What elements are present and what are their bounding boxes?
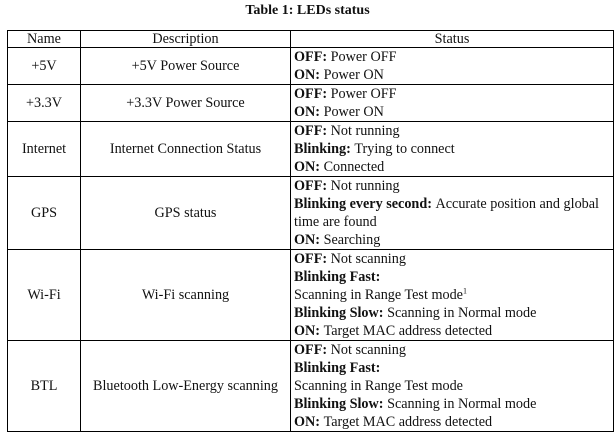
status-line bbox=[294, 177, 610, 195]
led-name-cell: +5V bbox=[8, 48, 81, 85]
status-line bbox=[294, 359, 610, 377]
status-separator: : bbox=[322, 86, 331, 102]
status-line bbox=[294, 158, 610, 176]
status-description: Scanning in Range Test mode bbox=[294, 378, 463, 394]
status-state-label: OFF bbox=[294, 86, 323, 102]
status-state-label: ON bbox=[294, 414, 316, 430]
status-separator: : bbox=[315, 232, 324, 248]
status-state-label: Blinking bbox=[294, 141, 347, 157]
status-state-label: OFF bbox=[294, 342, 323, 358]
table-row bbox=[8, 122, 614, 177]
table-row bbox=[8, 341, 614, 432]
status-separator: : bbox=[378, 305, 388, 321]
status-separator: : bbox=[322, 342, 331, 358]
status-description: Connected bbox=[323, 159, 385, 175]
footnote-marker: 1 bbox=[462, 286, 467, 296]
led-name-cell: BTL bbox=[8, 341, 81, 432]
header-status: Status bbox=[291, 31, 614, 48]
status-description: Not running bbox=[330, 178, 400, 194]
led-description-cell: Wi-Fi scanning bbox=[81, 250, 291, 341]
status-separator: : bbox=[315, 104, 324, 120]
status-description: Power ON bbox=[323, 104, 384, 120]
status-description: Searching bbox=[323, 232, 381, 248]
status-description: Scanning in Range Test mode bbox=[294, 287, 463, 303]
status-line bbox=[294, 413, 610, 431]
status-line bbox=[294, 103, 610, 121]
status-line bbox=[294, 377, 610, 395]
led-status-cell bbox=[291, 48, 614, 85]
status-state-label: Blinking Fast bbox=[294, 269, 376, 285]
led-description-cell: Internet Connection Status bbox=[81, 122, 291, 177]
led-name-cell: Wi-Fi bbox=[8, 250, 81, 341]
status-line bbox=[294, 48, 610, 66]
status-separator: : bbox=[322, 123, 331, 139]
status-line bbox=[294, 304, 610, 322]
led-name-cell: GPS bbox=[8, 177, 81, 250]
status-state-label: OFF bbox=[294, 251, 323, 267]
led-name-cell: Internet bbox=[8, 122, 81, 177]
header-description: Description bbox=[81, 31, 291, 48]
led-description-cell: +3.3V Power Source bbox=[81, 85, 291, 122]
status-separator: : bbox=[322, 251, 331, 267]
status-line bbox=[294, 66, 610, 84]
status-state-label: ON bbox=[294, 67, 316, 83]
leds-status-table bbox=[7, 30, 614, 432]
status-line bbox=[294, 195, 610, 231]
status-line bbox=[294, 85, 610, 103]
status-state-label: ON bbox=[294, 159, 316, 175]
status-description: Not scanning bbox=[330, 342, 406, 358]
status-line bbox=[294, 231, 610, 249]
status-separator: : bbox=[322, 49, 331, 65]
status-separator: : bbox=[346, 141, 355, 157]
led-description-cell: Bluetooth Low-Energy scanning bbox=[81, 341, 291, 432]
status-line bbox=[294, 322, 610, 340]
table-caption: Table 1: LEDs status bbox=[245, 3, 370, 18]
table-row bbox=[8, 250, 614, 341]
status-separator: : bbox=[322, 178, 331, 194]
table-header-row bbox=[8, 31, 614, 48]
status-description: Power OFF bbox=[330, 86, 397, 102]
status-line bbox=[294, 122, 610, 140]
status-state-label: Blinking Slow bbox=[294, 305, 379, 321]
status-description: Power ON bbox=[323, 67, 384, 83]
table-row bbox=[8, 85, 614, 122]
status-state-label: ON bbox=[294, 323, 316, 339]
status-state-label: Blinking Fast bbox=[294, 360, 376, 376]
header-name: Name bbox=[8, 31, 81, 48]
led-status-cell bbox=[291, 177, 614, 250]
status-state-label: OFF bbox=[294, 49, 323, 65]
led-description-cell: +5V Power Source bbox=[81, 48, 291, 85]
status-separator: : bbox=[375, 269, 381, 285]
status-state-label: ON bbox=[294, 104, 316, 120]
led-description-cell: GPS status bbox=[81, 177, 291, 250]
led-status-cell bbox=[291, 85, 614, 122]
status-description: Trying to connect bbox=[354, 141, 455, 157]
status-state-label: ON bbox=[294, 232, 316, 248]
status-separator: : bbox=[315, 323, 324, 339]
status-state-label: Blinking Slow bbox=[294, 396, 379, 412]
led-status-cell bbox=[291, 122, 614, 177]
status-description: Power OFF bbox=[330, 49, 397, 65]
status-line bbox=[294, 268, 610, 286]
status-separator: : bbox=[375, 360, 381, 376]
status-description: Scanning in Normal mode bbox=[387, 396, 537, 412]
status-description: Scanning in Normal mode bbox=[387, 305, 537, 321]
status-separator: : bbox=[427, 196, 436, 212]
table-row bbox=[8, 177, 614, 250]
status-state-label: OFF bbox=[294, 178, 323, 194]
led-status-cell bbox=[291, 250, 614, 341]
status-description: Accurate position and global time are found bbox=[294, 196, 600, 230]
status-separator: : bbox=[315, 159, 324, 175]
status-state-label: OFF bbox=[294, 123, 323, 139]
status-line bbox=[294, 341, 610, 359]
status-description: Target MAC address detected bbox=[323, 414, 493, 430]
status-description: Not running bbox=[330, 123, 400, 139]
status-line bbox=[294, 140, 610, 158]
status-separator: : bbox=[315, 414, 324, 430]
status-state-label: Blinking every second bbox=[294, 196, 428, 212]
table-row bbox=[8, 48, 614, 85]
status-description: Target MAC address detected bbox=[323, 323, 493, 339]
status-separator: : bbox=[378, 396, 388, 412]
status-line bbox=[294, 286, 610, 304]
status-separator: : bbox=[315, 67, 324, 83]
led-status-cell bbox=[291, 341, 614, 432]
status-line bbox=[294, 250, 610, 268]
status-description: Not scanning bbox=[330, 251, 406, 267]
status-line bbox=[294, 395, 610, 413]
led-name-cell: +3.3V bbox=[8, 85, 81, 122]
